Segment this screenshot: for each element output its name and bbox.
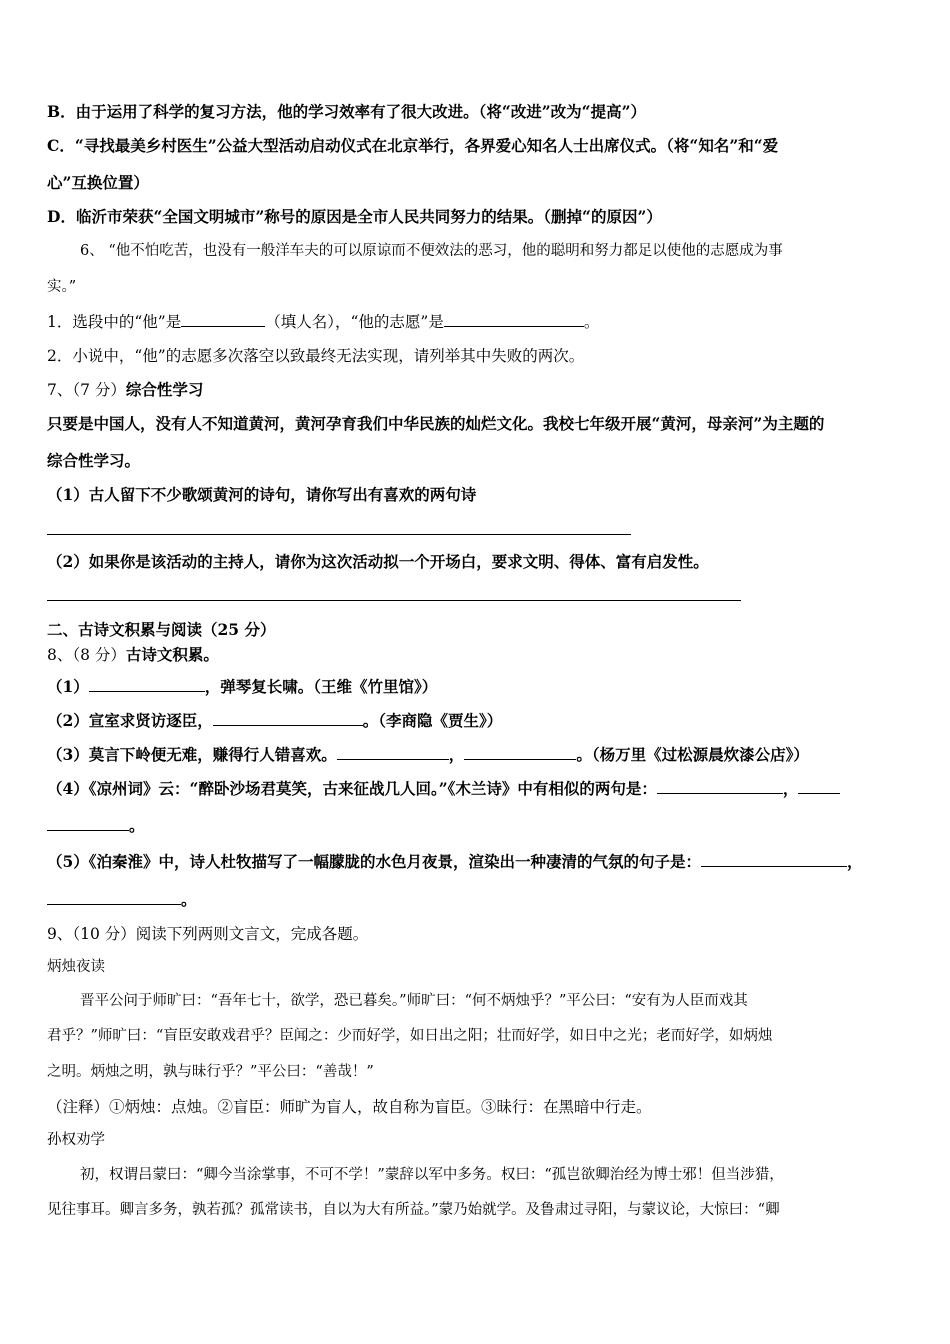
q7-sub1: （1）古人留下不少歌颂黄河的诗句，请你写出有喜欢的两句诗 [47,485,477,504]
q8-title [47,644,910,666]
q9-text1-line3: 之明。炳烛之明，孰与昧行乎？”平公曰：“善哉！” [47,1064,374,1080]
q8-sub5-blank1[interactable] [701,852,847,867]
q6-sub1-blank-name[interactable] [181,312,265,327]
q9-title: 9、（10 分）阅读下列两则文言文，完成各题。 [47,925,369,943]
q8-sub3-text-c: 。（杨万里《过松源晨炊漆公店》） [576,745,809,764]
q8-sub2-text-b: 。（李商隐《贾生》） [362,711,503,730]
q9-text2-line1: 初，权谓吕蒙曰：“卿今当涂掌事，不可不学！”蒙辞以军中多务。权曰：“孤岂欲卿治经为博士邪！但当涉猎， [80,1167,784,1183]
q8-sub5-comma: ， [847,852,863,871]
q8-sub1-label: （1） [47,677,89,696]
q8-sub2-blank[interactable] [213,711,363,726]
q7-title-topic: 综合性学习 [125,380,204,399]
q5-option-c-line1: C．“寻找最美乡村医生”公益大型活动启动仪式在北京举行，各界爱心知名人士出席仪式。（将“知名”和“爱 [47,136,779,155]
q8-sub2 [47,710,910,732]
q6-stem-line2: 实。” [47,279,77,295]
q7-intro-line2: 综合性学习。 [47,451,141,470]
q8-title-topic: 古诗文积累。 [125,645,219,664]
q9-text2-title: 孙权劝学 [47,1132,105,1148]
q7-title-score: 7、（7 分） [47,381,126,399]
q8-sub3-blank2[interactable] [464,745,576,760]
q8-sub3-comma: ， [448,745,465,764]
q8-sub5-text: （5）《泊秦淮》中，诗人杜牧描写了一幅朦胧的水色月夜景，渲染出一种凄清的气氛的句子是： [47,852,702,871]
q9-note: （注释）①炳烛：点烛。②盲臣：师旷为盲人，故自称为盲臣。③昧行：在黑暗中行走。 [47,1098,652,1116]
q8-sub4-line1 [47,778,910,800]
q6-sub1-blank-wish[interactable] [444,312,584,327]
q8-sub1-text: ，弹琴复长啸。（王维《竹里馆》） [204,677,438,696]
section2-title: 二、古诗文积累与阅读（25 分） [47,620,276,639]
q8-sub5-period: 。 [181,890,197,909]
q8-sub4-blank2-start[interactable] [798,779,840,794]
q7-intro-line1: 只要是中国人，没有人不知道黄河，黄河孕育我们中华民族的灿烂文化。我校七年级开展“黄河，母亲河”为主题的 [47,414,825,433]
q5-option-c-line2: 心”互换位置） [47,173,149,192]
q6-sub1-text-c: 。 [583,313,600,331]
q7-sub1-answer-line[interactable] [47,534,631,535]
q5-option-b: B．由于运用了科学的复习方法，他的学习效率有了很大改进。（将“改进”改为“提高”） [47,102,647,121]
q7-title [47,379,910,401]
q6-sub1 [47,311,910,333]
q8-sub1 [47,676,910,698]
q8-sub4-line2 [47,815,910,837]
q8-sub3-text-a: （3）莫言下岭便无难，赚得行人错喜欢。 [47,745,337,764]
q8-sub1-blank[interactable] [89,677,205,692]
q8-sub4-text: （4）《凉州词》云：“醉卧沙场君莫笑，古来征战几人回。”《木兰诗》中有相似的两句是： [47,779,657,798]
q8-sub5-line1 [47,851,910,873]
q8-sub4-comma: ， [782,779,799,798]
q8-sub4-blank2-end[interactable] [47,816,129,831]
q9-text1-line1: 晋平公问于师旷曰：“吾年七十，欲学，恐已暮矣。”师旷曰：“何不炳烛乎？”平公曰：“安有为人臣而戏其 [80,993,748,1009]
q9-text2-line2: 见往事耳。卿言多务，孰若孤？孤常读书，自以为大有所益。”蒙乃始就学。及鲁肃过寻阳，与蒙议论，大惊曰：“卿 [47,1202,780,1218]
q8-sub4-blank1[interactable] [657,779,783,794]
q9-text1-line2: 君乎？”师旷曰：“盲臣安敢戏君乎？臣闻之：少而好学，如日出之阳；壮而好学，如日中之光；老而好学，如炳烛 [47,1028,773,1044]
q8-title-score: 8、（8 分） [47,646,126,664]
q6-sub2: 2．小说中，“他”的志愿多次落空以致最终无法实现，请列举其中失败的两次。 [47,347,585,365]
q8-sub5-line2 [47,889,910,911]
q6-stem-line1: 6、 “他不怕吃苦，也没有一般洋车夫的可以原谅而不便效法的恶习，他的聪明和努力都足以使他的志愿成为事 [80,243,783,259]
q7-sub2-answer-line[interactable] [47,600,741,601]
q7-sub2: （2）如果你是该活动的主持人，请你为这次活动拟一个开场白，要求文明、得体、富有启发性。 [47,552,709,571]
q6-sub1-text-b: （填人名），“他的志愿”是 [265,313,444,331]
q8-sub2-text-a: （2）宣室求贤访逐臣， [47,711,213,730]
q8-sub3 [47,744,910,766]
q9-text1-title: 炳烛夜读 [47,959,105,975]
q5-option-d: D．临沂市荣获“全国文明城市”称号的原因是全市人民共同努力的结果。（删掉“的原因”） [47,207,662,226]
q8-sub3-blank1[interactable] [337,745,449,760]
q6-sub1-text-a: 1．选段中的“他”是 [47,313,182,331]
q8-sub4-period: 。 [129,816,145,835]
q8-sub5-blank2[interactable] [47,890,181,905]
